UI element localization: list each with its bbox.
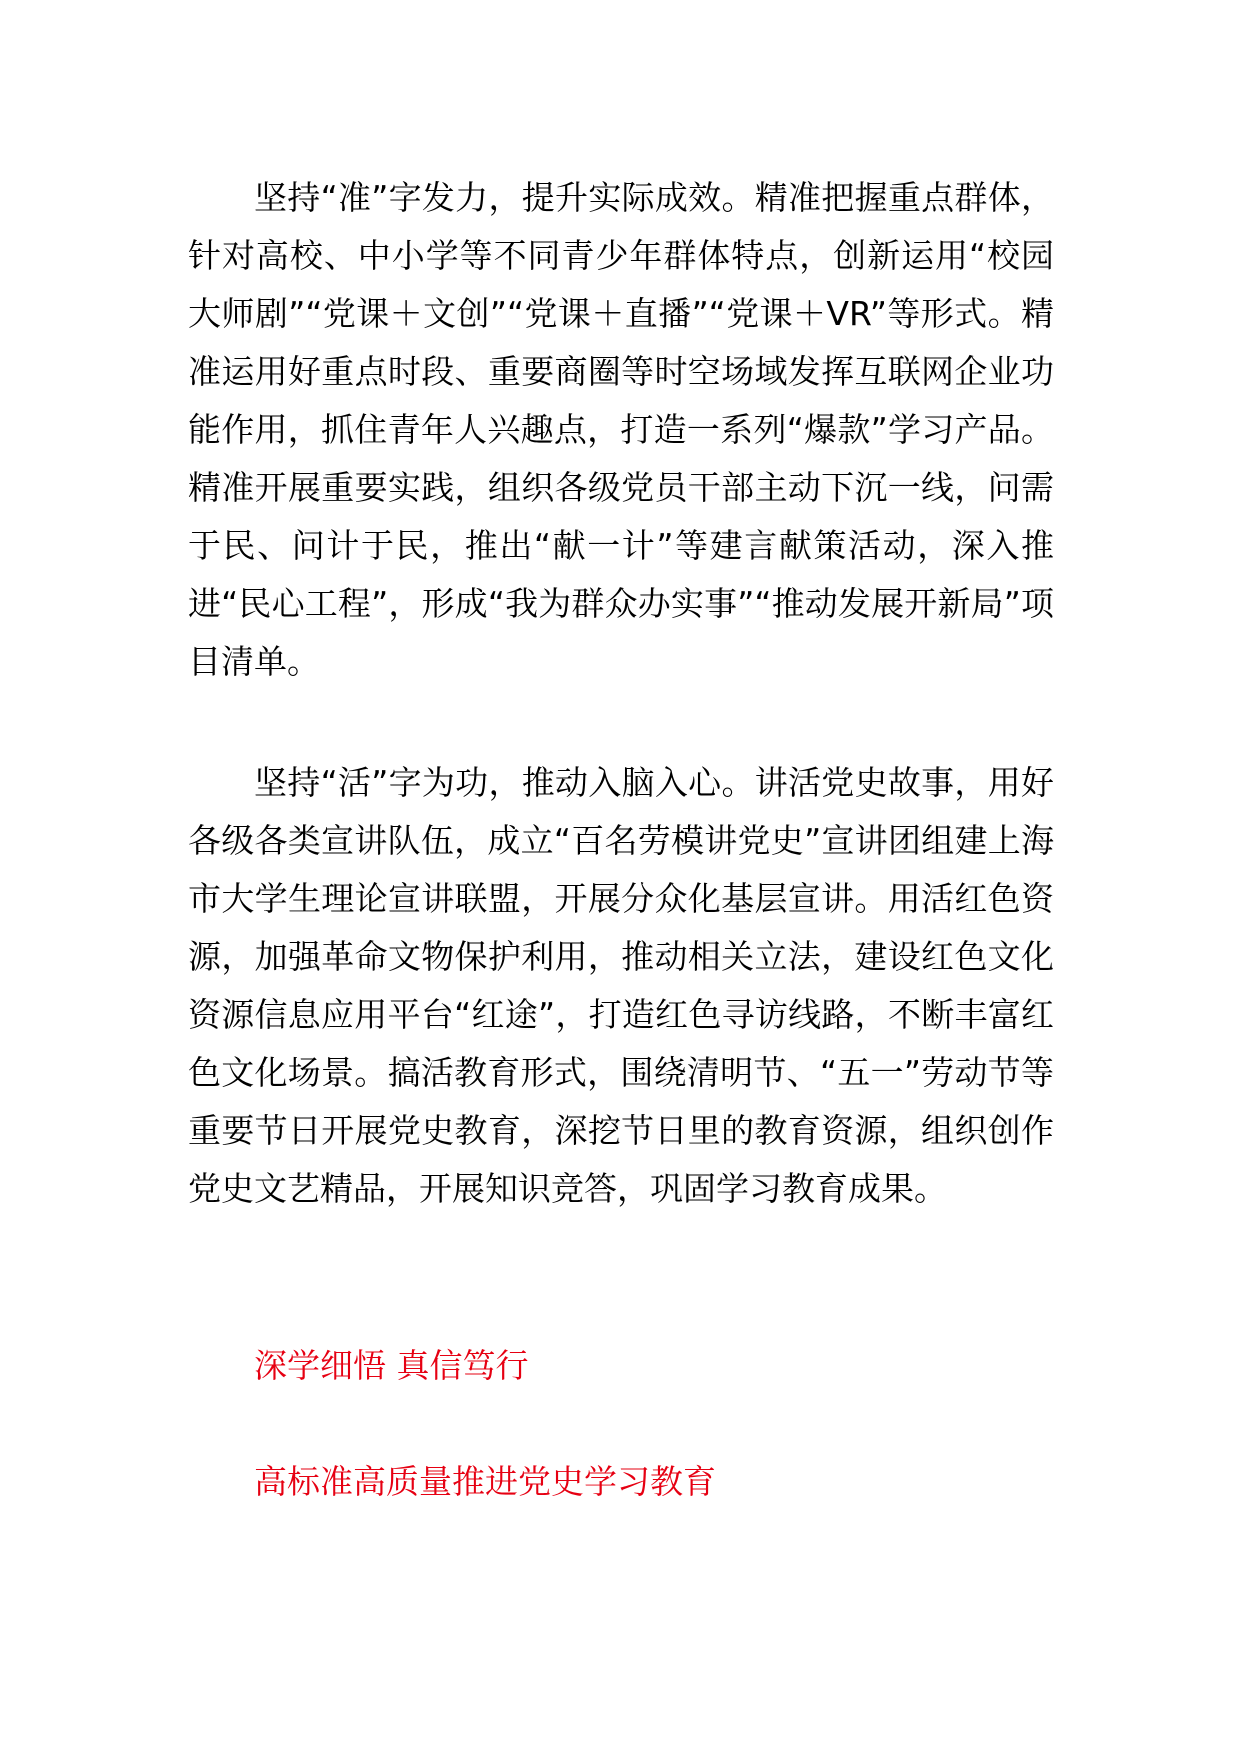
body-paragraph-2: 坚持“活”字为功，推动入脑入心。讲活党史故事，用好各级各类宣讲队伍，成立“百名劳模讲党史”宣讲团组建上海市大学生理论宣讲联盟，开展分众化基层宣讲。用活红色资源，加强革命文物保护利用，推动相关立法，建设红色文化资源信息应用平台“红途”，打造红色寻访线路，不断丰富红色文化场景。搞活教育形式，围绕清明节、“五一”劳动节等重要节日开展党史教育，深挖节日里的教育资源，组织创作党史文艺精品，开展知识竞答，巩固学习教育成果。	[188, 763, 1054, 1208]
body-paragraph-1: 坚持“准”字发力，提升实际成效。精准把握重点群体，针对高校、中小学等不同青少年群体特点，创新运用“校园大师剧”“党课＋文创”“党课＋直播”“党课＋VR”等形式。精准运用好重点时段、重要商圈等时空场域发挥互联网企业功能作用，抓住青年人兴趣点，打造一系列“爆款”学习产品。精准开展重要实践，组织各级党员干部主动下沉一线，问需于民、问计于民，推出“献一计”等建言献策活动，深入推进“民心工程”，形成“我为群众办实事”“推动发展开新局”项目清单。	[188, 178, 1054, 681]
section-heading-2: 高标准高质量推进党史学习教育	[254, 1462, 716, 1501]
section-heading-1: 深学细悟 真信笃行	[254, 1346, 529, 1385]
